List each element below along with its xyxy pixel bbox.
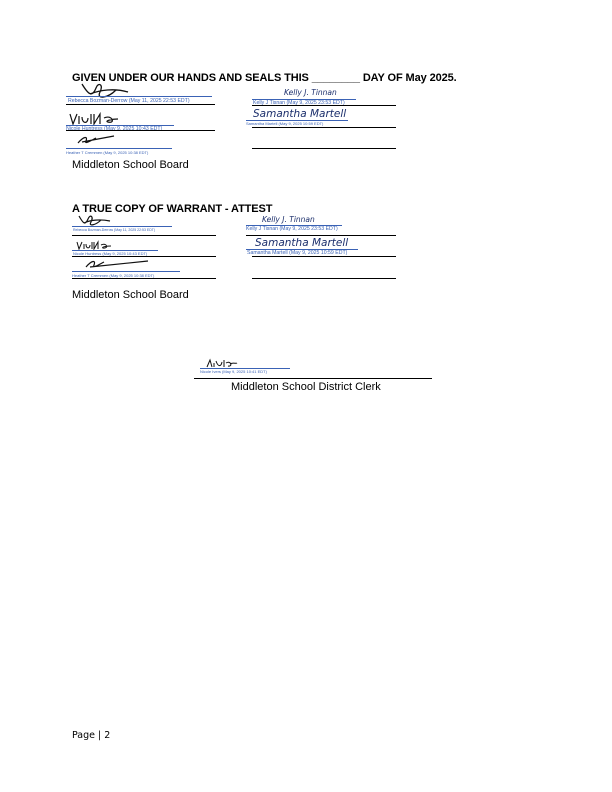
signature-caption-kelly-2: Kelly J Tisnan (May 9, 2025 23:53 EDT) bbox=[246, 226, 338, 232]
signature-underline bbox=[66, 148, 172, 149]
signature-line bbox=[252, 148, 396, 149]
section1-heading: GIVEN UNDER OUR HANDS AND SEALS THIS ________ DAY OF May 2025. bbox=[72, 72, 457, 84]
signature-kelly-2: Kelly J. Tinnan bbox=[262, 215, 315, 224]
signature-samantha-2: Samantha Martell bbox=[255, 237, 349, 249]
signature-caption-samantha-1: Samantha Martell (May 9, 2025 10:59 EDT) bbox=[246, 121, 324, 126]
signature-heather-1 bbox=[76, 134, 116, 146]
signature-underline bbox=[72, 271, 180, 272]
signature-caption-heather-1: Heather T Cremmen (May 9, 2025 10:38 EDT) bbox=[66, 150, 149, 155]
district-clerk-label: Middleton School District Clerk bbox=[231, 381, 381, 393]
signature-line bbox=[66, 104, 215, 105]
signature-caption-samantha-2: Samantha Martell (May 9, 2025 10:59 EDT) bbox=[247, 250, 348, 256]
signature-caption-nicole-huntress-1: Nicole Huntress (May 9, 2025 10:43 EDT) bbox=[66, 126, 163, 132]
signature-line bbox=[66, 130, 215, 131]
signature-line bbox=[72, 278, 216, 279]
signature-caption-nicole-huntress-2: Nicole Huntress (May 9, 2025 10:43 EDT) bbox=[73, 251, 148, 256]
section2-heading: A TRUE COPY OF WARRANT - ATTEST bbox=[72, 203, 273, 215]
signature-samantha-1: Samantha Martell bbox=[253, 108, 347, 120]
signature-line bbox=[246, 235, 396, 236]
signature-line bbox=[72, 256, 216, 257]
signature-caption-nicole-ivers: Nicole Ivers (May 9, 2025 10:41 EDT) bbox=[200, 369, 267, 374]
signature-line bbox=[72, 235, 216, 236]
signature-caption-rebecca-2: Rebecca Bozman-Derrow (May 11, 2025 22:53 EDT) bbox=[73, 228, 156, 232]
signature-line bbox=[252, 278, 396, 279]
school-board-label-2: Middleton School Board bbox=[72, 289, 189, 301]
signature-line bbox=[252, 105, 396, 106]
signature-line bbox=[252, 256, 396, 257]
signature-line bbox=[194, 378, 432, 379]
page-number: Page | 2 bbox=[72, 730, 111, 741]
signature-kelly-1: Kelly J. Tinnan bbox=[284, 88, 337, 97]
signature-caption-heather-2: Heather T Cremmen (May 9, 2025 10:38 EDT) bbox=[72, 273, 155, 278]
signature-heather-2 bbox=[84, 258, 150, 270]
signature-caption-rebecca-1: Rebecca Bozman-Derrow (May 11, 2025 22:53 EDT) bbox=[68, 98, 190, 104]
signature-underline bbox=[66, 96, 212, 97]
school-board-label-1: Middleton School Board bbox=[72, 159, 189, 171]
signature-caption-kelly-1: Kelly J Tisnan (May 9, 2025 23:53 EDT) bbox=[253, 100, 345, 106]
signature-line bbox=[252, 127, 396, 128]
